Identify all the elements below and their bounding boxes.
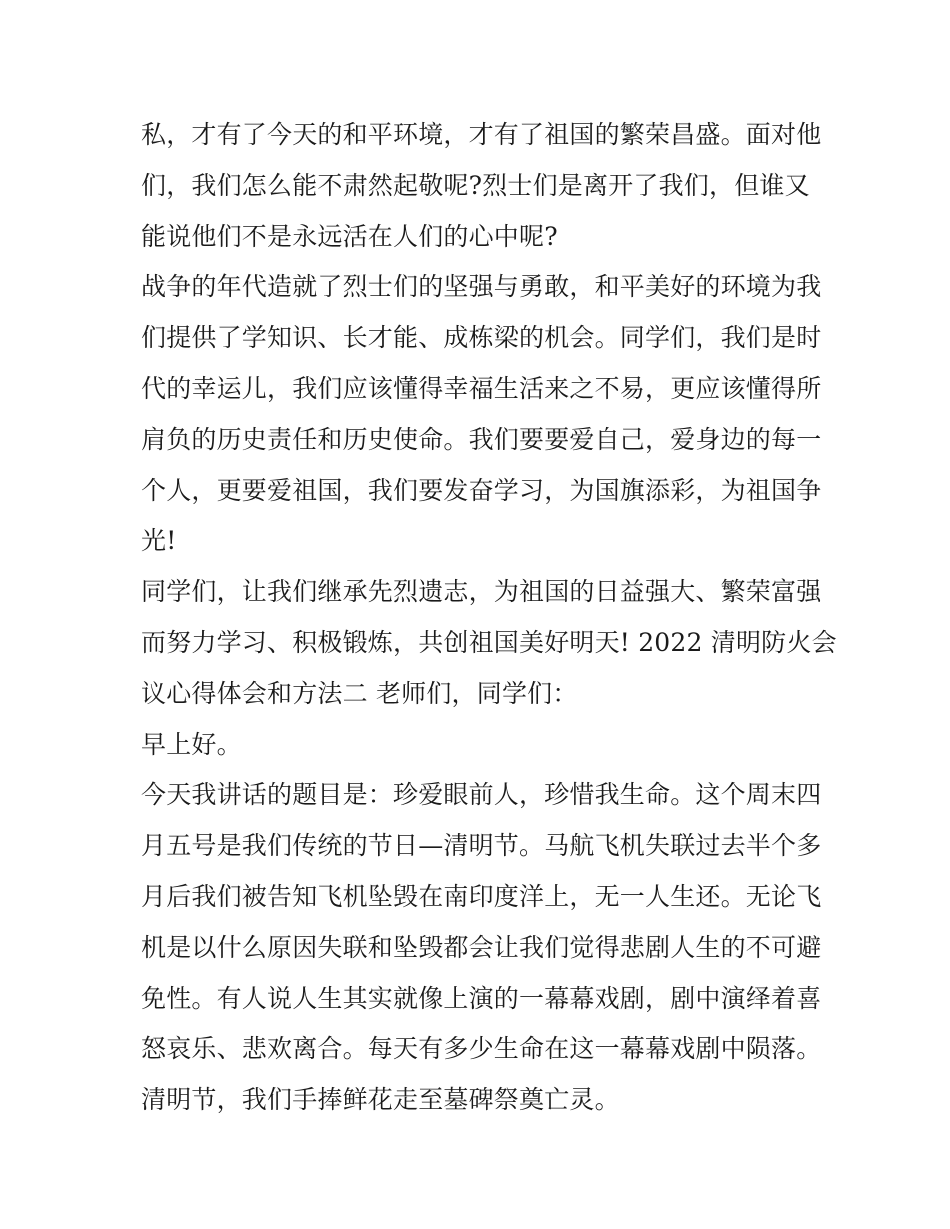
text-line: 们提供了学知识、长才能、成栋梁的机会。同学们，我们是时	[141, 323, 822, 353]
text-line: 光!	[141, 526, 177, 556]
text-line: 今天我讲话的题目是：珍爱眼前人，珍惜我生命。这个周末四	[141, 780, 822, 810]
text-line: 而努力学习、积极锻炼，共创祖国美好明天! 2022 清明防火会	[141, 627, 837, 657]
text-line: 同学们，让我们继承先烈遗志，为祖国的日益强大、繁荣富强	[141, 577, 822, 607]
text-line: 机是以什么原因失联和坠毁都会让我们觉得悲剧人生的不可避	[141, 932, 822, 962]
text-line: 能说他们不是永远活在人们的心中呢?	[141, 221, 558, 251]
text-line: 战争的年代造就了烈士们的坚强与勇敢，和平美好的环境为我	[141, 272, 822, 302]
text-line: 代的幸运儿，我们应该懂得幸福生活来之不易，更应该懂得所	[141, 373, 822, 403]
text-line: 免性。有人说人生其实就像上演的一幕幕戏剧，剧中演绎着喜	[141, 983, 822, 1013]
text-line: 月五号是我们传统的节日—清明节。马航飞机失联过去半个多	[141, 831, 822, 861]
text-line: 怒哀乐、悲欢离合。每天有多少生命在这一幕幕戏剧中陨落。	[141, 1034, 822, 1064]
text-line: 清明节，我们手捧鲜花走至墓碑祭奠亡灵。	[141, 1085, 620, 1115]
document-body-text	[141, 110, 837, 1126]
text-line: 议心得体会和方法二 老师们，同学们：	[141, 678, 578, 708]
text-line: 肩负的历史责任和历史使命。我们要要爱自己，爱身边的每一	[141, 424, 822, 454]
text-line: 月后我们被告知飞机坠毁在南印度洋上，无一人生还。无论飞	[141, 881, 822, 911]
text-line: 早上好。	[141, 729, 242, 759]
text-line: 们，我们怎么能不肃然起敬呢?烈士们是离开了我们，但谁又	[141, 170, 810, 200]
text-line: 私，才有了今天的和平环境，才有了祖国的繁荣昌盛。面对他	[141, 120, 822, 149]
text-line: 个人，更要爱祖国，我们要发奋学习，为国旗添彩，为祖国争	[141, 475, 822, 505]
